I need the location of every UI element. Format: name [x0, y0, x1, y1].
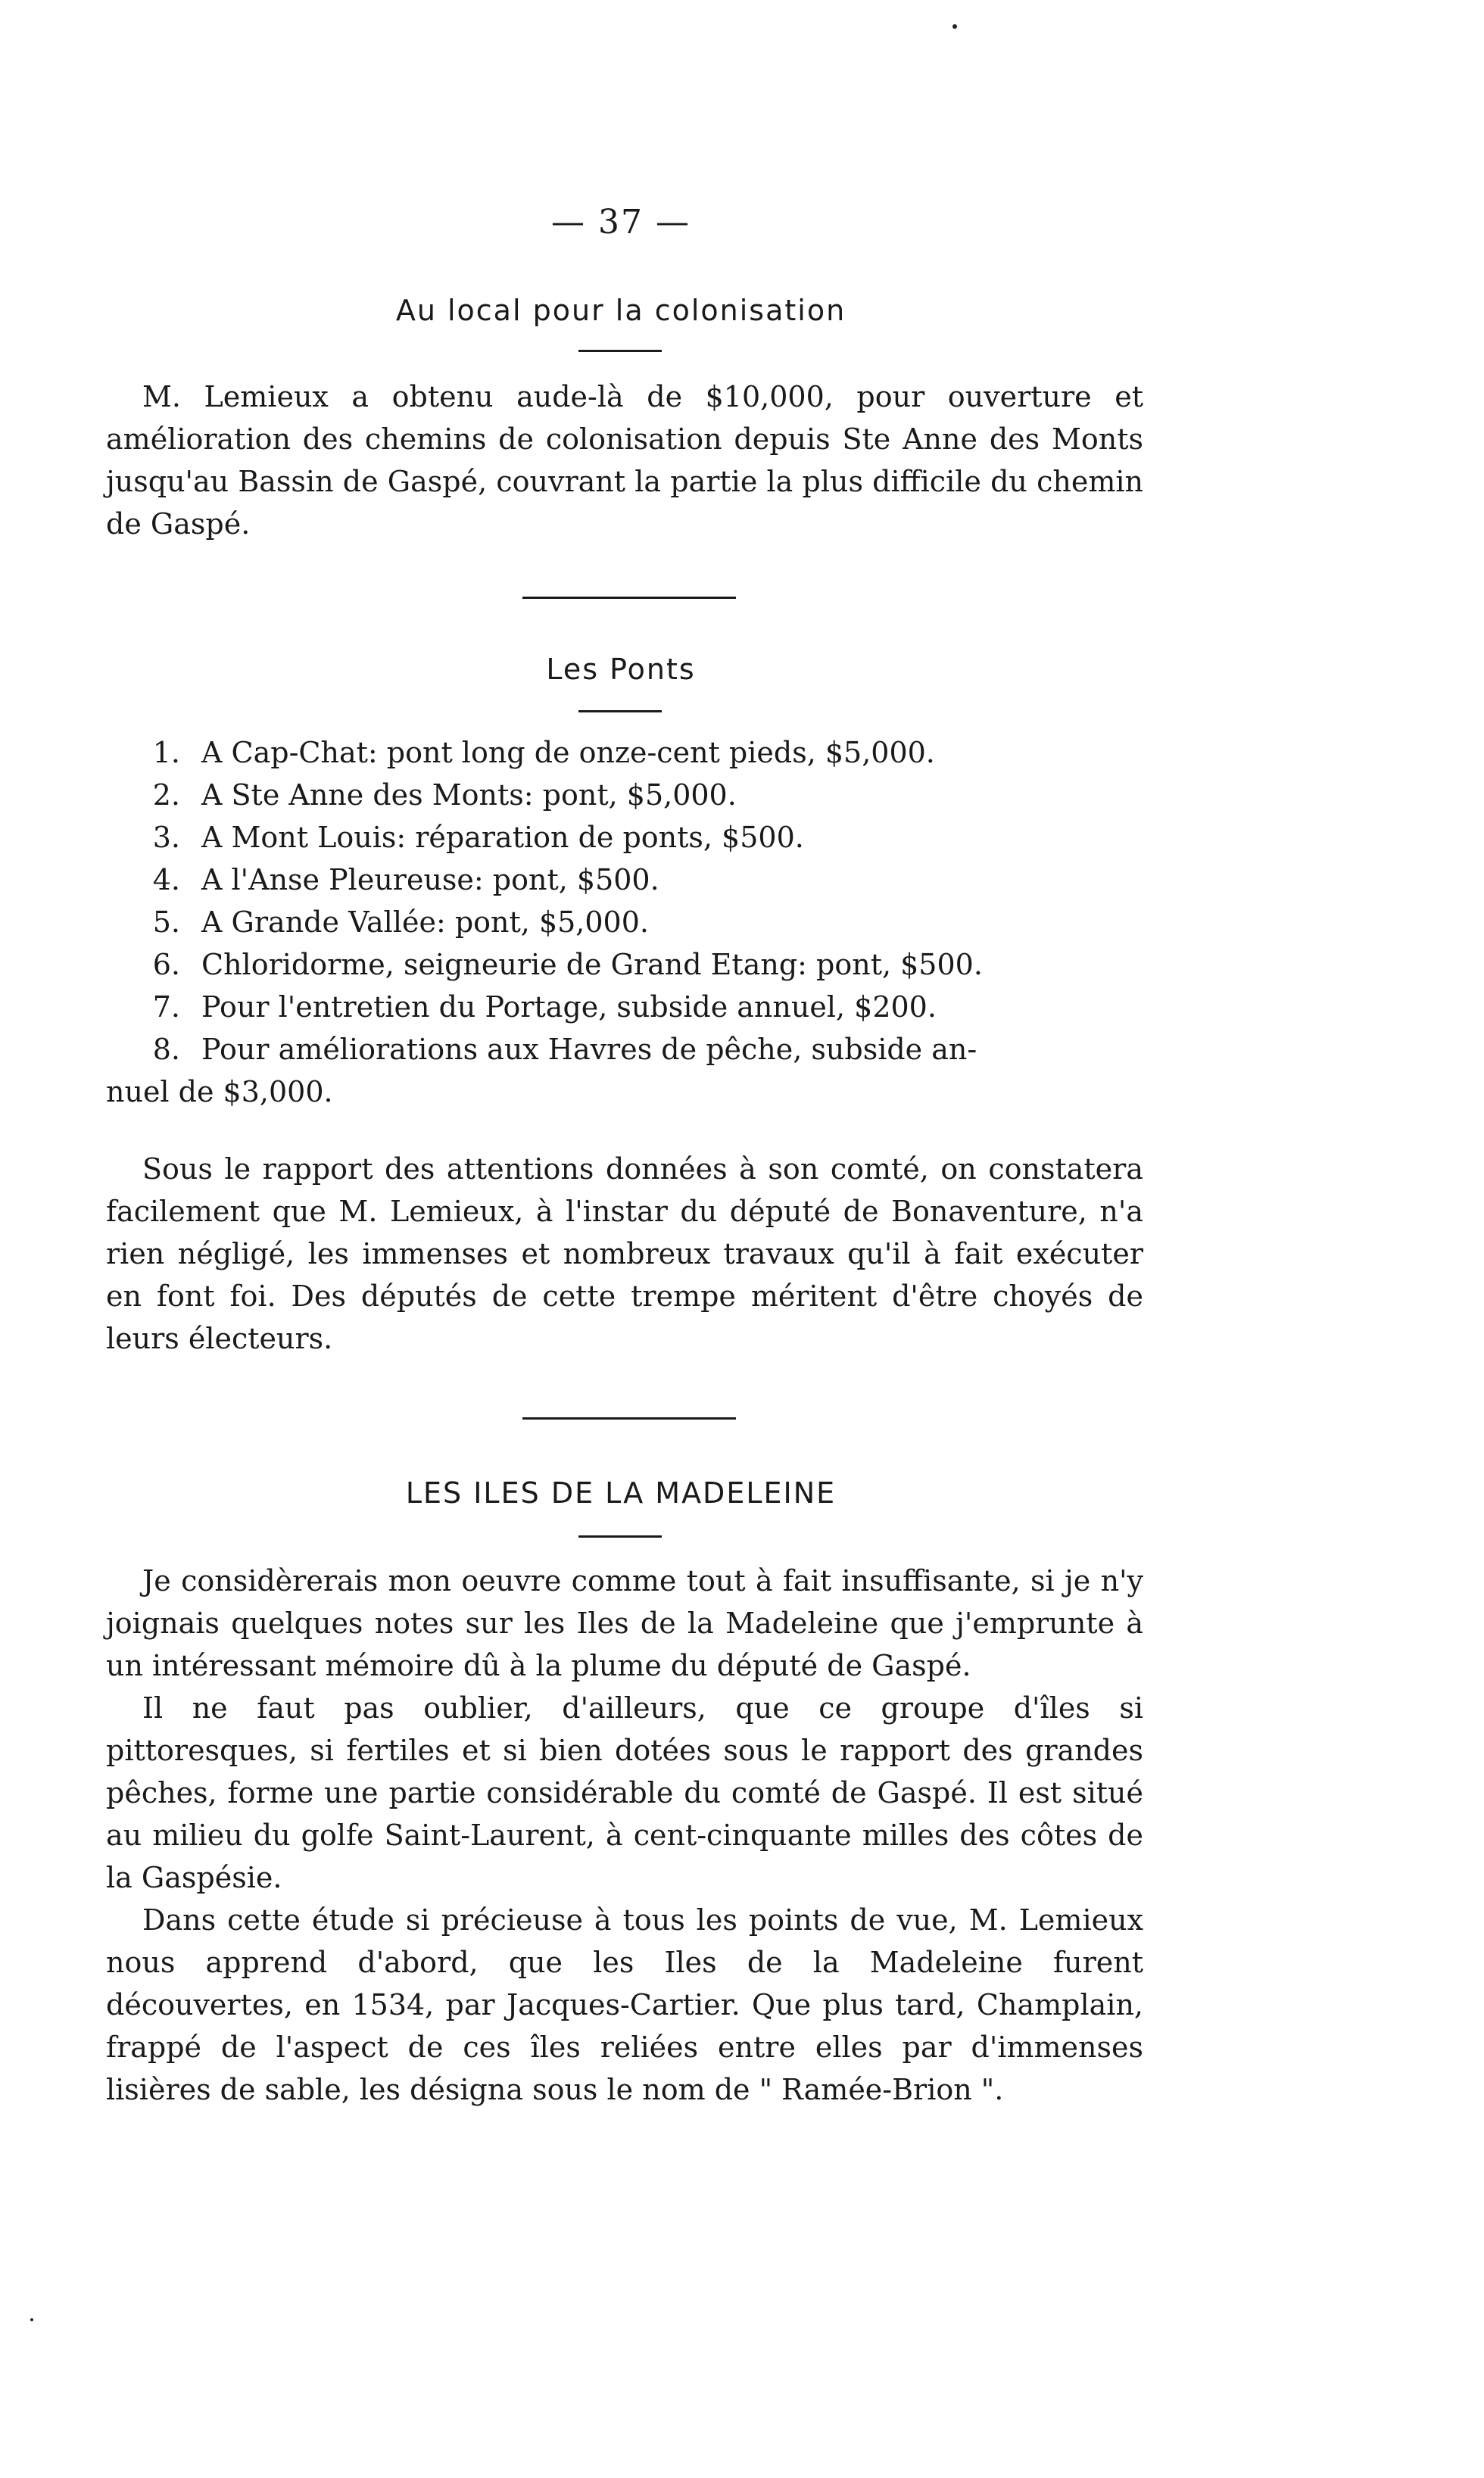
- list-text: A Mont Louis: réparation de ponts, $500.: [201, 821, 804, 854]
- list-text: A Ste Anne des Monts: pont, $5,000.: [201, 778, 737, 812]
- section-divider: [522, 1417, 736, 1420]
- paragraph: Je considèrerais mon oeuvre comme tout à fait insuffisante, si je n'y joignais quelques notes sur les Iles de la Madeleine que j'emprunte à un intéressant mémoire dû à la plume du député de Gaspé.: [106, 1564, 1143, 1682]
- print-speck: [30, 2318, 33, 2321]
- page-number: — 37 —: [551, 203, 691, 242]
- paragraph: Sous le rapport des attentions données à son comté, on constatera facilement que M. Lemieux, à l'instar du député de Bonaventure, n'a rien négligé, les immenses et nombreux travaux qu'il à fait exécuter en font foi. Des députés de cette trempe méritent d'être choyés de leurs électeurs.: [106, 1152, 1143, 1355]
- paragraph: Il ne faut pas oublier, d'ailleurs, que ce groupe d'îles si pittoresques, si fertiles et si bien dotées sous le rapport des grandes pêches, forme une partie considérable du comté de Gaspé. Il est situé au milieu du golfe Saint-Laurent, à cent-cinquante milles des côtes de la Gaspésie.: [106, 1691, 1143, 1894]
- list-text: Chloridorme, seigneurie de Grand Etang: pont, $500.: [201, 948, 983, 981]
- list-item: [106, 943, 1143, 986]
- heading-underline: [578, 710, 662, 712]
- list-text: A Cap-Chat: pont long de onze-cent pieds, $5,000.: [201, 736, 935, 769]
- list-number: 7.: [152, 990, 180, 1024]
- iles-text: [106, 1560, 1143, 2111]
- section-divider: [522, 597, 736, 599]
- list-number: 1.: [152, 736, 180, 769]
- list-item: [106, 901, 1143, 943]
- list-text: A Grande Vallée: pont, $5,000.: [201, 905, 649, 939]
- list-item: [106, 774, 1143, 816]
- list-item: [106, 986, 1143, 1028]
- ponts-list: [106, 731, 1143, 1113]
- heading-underline: [578, 350, 662, 352]
- list-number: 4.: [152, 863, 180, 896]
- heading-underline: [578, 1535, 662, 1538]
- section-heading-iles: LES ILES DE LA MADELEINE: [405, 1476, 837, 1510]
- list-text: Pour l'entretien du Portage, subside annuel, $200.: [201, 990, 937, 1024]
- ponts-closing-paragraph: [106, 1148, 1143, 1360]
- print-speck: [952, 24, 957, 29]
- list-item: [106, 816, 1143, 859]
- paragraph: Dans cette étude si précieuse à tous les points de vue, M. Lemieux nous apprend d'abord, que les Iles de la Madeleine furent découvertes, en 1534, par Jacques-Cartier. Que plus tard, Champlain, frappé de l'aspect de ces îles reliées entre elles par d'immenses lisières de sable, les désigna sous le nom de " Ramée-Brion ".: [106, 1903, 1143, 2106]
- list-text: A l'Anse Pleureuse: pont, $500.: [201, 863, 659, 896]
- list-number: 6.: [152, 948, 180, 981]
- list-item: [106, 731, 1143, 774]
- section-heading-ponts: Les Ponts: [546, 653, 696, 686]
- list-text: Pour améliorations aux Havres de pêche, subside an-: [201, 1033, 977, 1066]
- list-continuation: nuel de $3,000.: [106, 1075, 333, 1108]
- list-item: [106, 859, 1143, 901]
- list-number: 3.: [152, 821, 180, 854]
- list-item: [106, 1028, 1143, 1071]
- list-number: 5.: [152, 905, 180, 939]
- section-heading-colonisation: Au local pour la colonisation: [395, 294, 846, 327]
- list-number: 8.: [152, 1033, 180, 1066]
- colonisation-paragraph: [106, 376, 1143, 545]
- list-number: 2.: [152, 778, 180, 812]
- paragraph: M. Lemieux a obtenu aude-là de $10,000, pour ouverture et amélioration des chemins de colonisation depuis Ste Anne des Monts jusqu'au Bassin de Gaspé, couvrant la partie la plus difficile du chemin de Gaspé.: [106, 380, 1143, 541]
